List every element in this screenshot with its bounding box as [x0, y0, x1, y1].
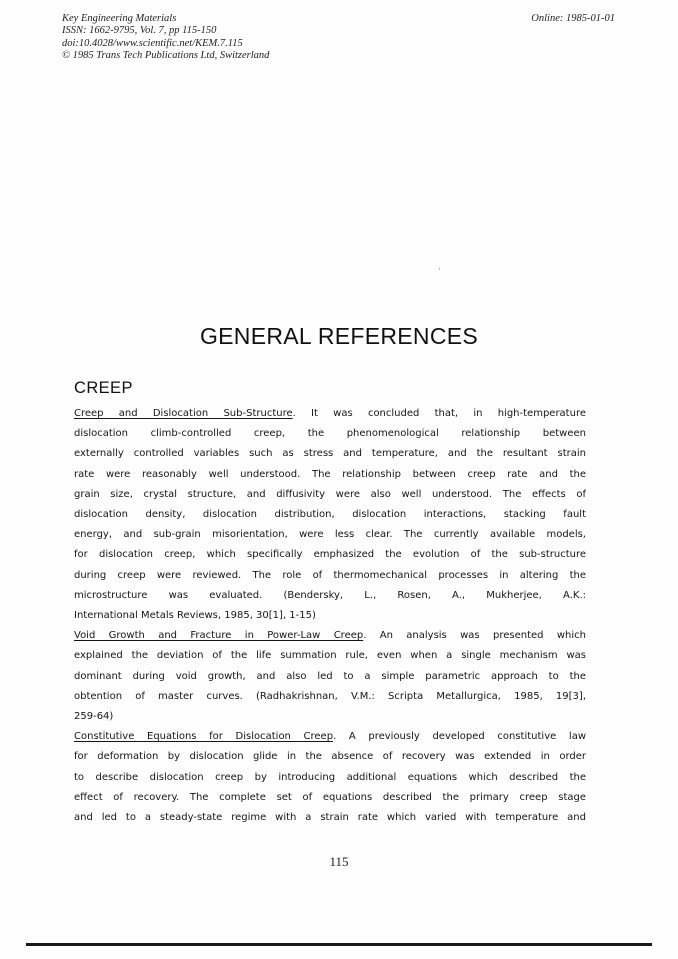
online-date-block [531, 13, 615, 25]
section-heading: CREEP [74, 379, 133, 397]
reference-line: effect of recovery. The complete set of equations described the primary creep stage [74, 791, 586, 803]
reference-line: externally controlled variables such as stress and temperature, and the resultant strain [74, 448, 586, 460]
reference-line: rate were reasonably well understood. The relationship between creep rate and the [74, 468, 586, 480]
reference-line: Creep and Dislocation Sub-Structure. It was concluded that, in high-temperature [74, 408, 586, 419]
reference-line: for deformation by dislocation glide in the absence of recovery was extended in order [74, 751, 586, 763]
footer-rule [26, 943, 652, 946]
reference-line: microstructure was evaluated. (Bendersky, L., Rosen, A., Mukherjee, A.K.: [74, 589, 586, 601]
reference-line: dislocation density, dislocation distribution, dislocation interactions, stacking fault [74, 509, 586, 521]
reference-line: explained the deviation of the life summation rule, even when a single mechanism was [74, 650, 586, 662]
reference-line: to describe dislocation creep by introducing additional equations which described the [74, 771, 586, 783]
page-number: 115 [329, 854, 349, 869]
reference-line: grain size, crystal structure, and diffusivity were also well understood. The effects of [74, 488, 586, 500]
reference-heading: Void Growth and Fracture in Power-Law Creep [74, 630, 364, 642]
page-title: GENERAL REFERENCES [199, 323, 479, 349]
reference-line: during creep were reviewed. The role of thermomechanical processes in altering the [74, 569, 586, 581]
reference-line: energy, and sub-grain misorientation, were less clear. The currently available models, [74, 529, 586, 541]
reference-line: dominant during void growth, and also led to a simple parametric approach to the [74, 670, 586, 682]
reference-heading: Creep and Dislocation Sub-Structure [74, 408, 293, 419]
references-body [74, 404, 586, 828]
reference-line: obtention of master curves. (Radhakrishnan, V.M.: Scripta Metallurgica, 1985, 19[3], [74, 690, 586, 702]
scan-speck [439, 268, 440, 270]
reference-line: for dislocation creep, which specifically emphasized the evolution of the sub-structure [74, 549, 586, 561]
reference-citation-line: 259-64) [74, 711, 114, 723]
online-date: Online: 1985-01-01 [531, 13, 615, 24]
reference-heading: Constitutive Equations for Dislocation Creep [74, 731, 334, 743]
reference-line: Constitutive Equations for Dislocation Creep. A previously developed constitutive law [74, 731, 586, 743]
reference-citation-line: International Metals Reviews, 1985, 30[1], 1-15) [74, 610, 316, 622]
reference-line: Void Growth and Fracture in Power-Law Creep. An analysis was presented which [74, 630, 586, 642]
issn-volume: ISSN: 1662-9795, Vol. 7, pp 115-150 [62, 25, 217, 37]
copyright-notice: © 1985 Trans Tech Publications Ltd, Switzerland [62, 50, 270, 62]
doi-link[interactable]: doi:10.4028/www.scientific.net/KEM.7.115 [62, 37, 243, 49]
journal-citation-block [62, 13, 382, 63]
reference-line: dislocation climb-controlled creep, the phenomenological relationship between [74, 428, 586, 440]
reference-line: and led to a steady-state regime with a strain rate which varied with temperature and [74, 812, 586, 824]
journal-name: Key Engineering Materials [62, 13, 177, 24]
